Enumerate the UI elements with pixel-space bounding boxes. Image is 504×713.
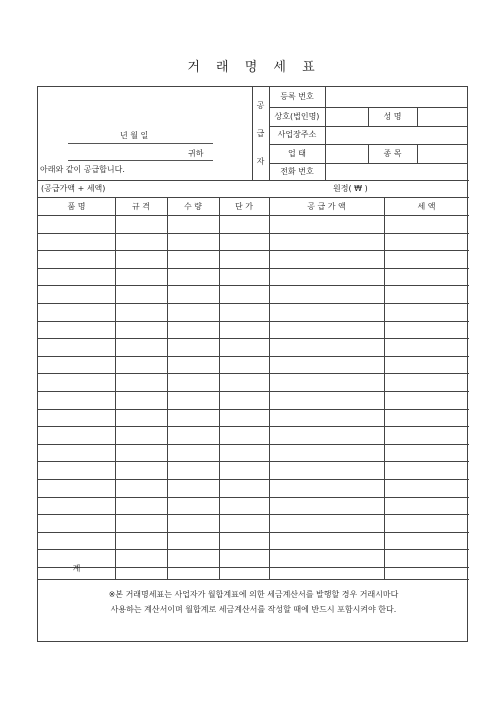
- header-tax: 세 액: [417, 202, 436, 211]
- col-line-2: [167, 197, 168, 579]
- name-label: 성 명: [383, 112, 402, 121]
- table-row-line: [38, 549, 469, 550]
- table-row-line: [38, 409, 469, 410]
- supplier-char-2: 급: [256, 129, 265, 138]
- table-row-line: [38, 373, 469, 374]
- name-label-right: [417, 107, 418, 126]
- table-row-line: [38, 356, 469, 357]
- header-spec: 규 격: [132, 202, 150, 211]
- header-quantity: 수 량: [184, 202, 202, 211]
- business-type-label: 업 태: [288, 149, 306, 158]
- footer-note-line-2: 사용하는 계산서이며 월합계로 세금계산서를 작성할 때에 반드시 포함시켜야 한다.: [110, 605, 397, 614]
- address-label: 사업장주소: [277, 130, 317, 139]
- company-label: 상호(법인명): [274, 112, 320, 121]
- table-row-line: [38, 444, 469, 445]
- table-row-line: [38, 233, 469, 234]
- table-row-line: [38, 321, 469, 322]
- footer-note-line-1: ※본 거래명세표는 사업자가 월합계표에 의한 세금계산서를 발행할 경우 거래시마다: [108, 590, 399, 599]
- table-row-line: [38, 215, 469, 216]
- col-line-3: [219, 197, 220, 579]
- phone-label: 전화 번호: [280, 167, 314, 176]
- total-label: 계: [72, 564, 81, 573]
- date-underline: [68, 143, 213, 144]
- header-unit-price: 단 가: [235, 202, 253, 211]
- total-bottom-line: [38, 579, 469, 580]
- supplier-char-3: 자: [256, 157, 265, 166]
- table-row-line: [38, 426, 469, 427]
- table-row-line: [38, 461, 469, 462]
- table-row-line: [38, 532, 469, 533]
- recipient-underline: [68, 160, 213, 161]
- table-row-line: [38, 250, 469, 251]
- header-supply-amount: 공 급 가 액: [307, 202, 346, 211]
- col-line-5: [384, 197, 385, 579]
- supplier-char-1: 공: [256, 101, 265, 110]
- reg-no-label: 등록 번호: [280, 92, 314, 101]
- table-row-line: [38, 268, 469, 269]
- table-row-line: [38, 338, 469, 339]
- table-row-line: [38, 514, 469, 515]
- business-item-label: 종 목: [383, 149, 402, 158]
- table-row-line: [38, 285, 469, 286]
- summary-amount-label: 원정( ₩ ): [333, 184, 368, 193]
- supplier-row-2: [269, 126, 468, 127]
- invoice-form: [37, 86, 468, 642]
- summary-top-line: [38, 180, 469, 181]
- table-row-line: [38, 303, 469, 304]
- table-row-line: [38, 391, 469, 392]
- table-top-line: [38, 197, 469, 198]
- col-line-1: [115, 197, 116, 579]
- supplier-field-border: [325, 87, 326, 180]
- header-item-name: 품 명: [67, 202, 86, 211]
- date-line: 년 월 일: [120, 131, 149, 140]
- table-row-line: [38, 479, 469, 480]
- table-row-line: [38, 497, 469, 498]
- supplier-row-4: [269, 163, 468, 164]
- supplier-row-3: [269, 144, 468, 145]
- supply-notice: 아래와 같이 공급합니다.: [40, 165, 125, 174]
- item-label-right: [417, 144, 418, 163]
- col-line-4: [269, 197, 270, 579]
- recipient-suffix: 귀하: [188, 149, 204, 158]
- supplier-row-1: [269, 107, 468, 108]
- document-title: 거 래 명 세 표: [187, 60, 317, 75]
- summary-left-label: (공급가액 + 세액): [41, 184, 106, 193]
